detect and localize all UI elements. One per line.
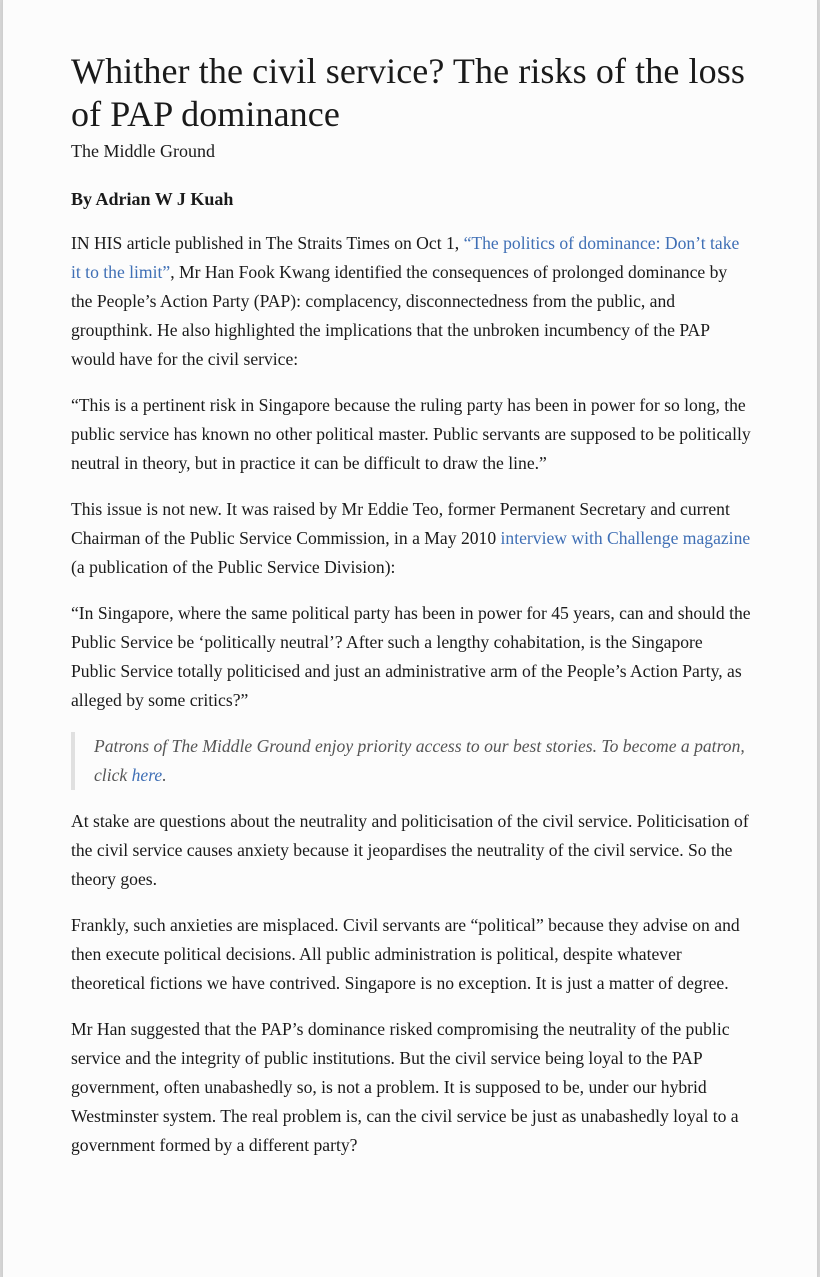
straits-times-article-link[interactable]: “The politics of dominance: Don’t take it to the limit” xyxy=(71,233,740,282)
paragraph-6: Frankly, such anxieties are misplaced. Civil servants are “political” because they advise on and then execute political decisions. All public administration is political, despite whatever theoretical fictions we have contrived. Singapore is no exception. It is just a matter of degree. xyxy=(71,915,740,993)
paragraph-3-text-start: This issue is not new. It was raised by Mr Eddie Teo, former Permanent Secretary and current Chairman of the Public Service Commission, in a May 2010 xyxy=(71,499,730,548)
document-page xyxy=(2,0,818,1277)
paragraph-2-quote: “This is a pertinent risk in Singapore because the ruling party has been in power for so long, the public service has known no other political master. Public servants are supposed to be politically neutral in theory, but in practice it can be difficult to draw the line.” xyxy=(71,395,751,473)
publication-name: The Middle Ground xyxy=(71,141,215,161)
paragraph-7: Mr Han suggested that the PAP’s dominance risked compromising the neutrality of the public service and the integrity of public institutions. But the civil service being loyal to the PAP government, often unabashedly so, is not a problem. It is supposed to be, under our hybrid Westminster system. The real problem is, can the civil service be just as unabashedly loyal to a government formed by a different party? xyxy=(71,1019,739,1155)
paragraph-1-text-start: IN HIS article published in The Straits Times on Oct 1, xyxy=(71,233,464,253)
patron-promo-text-end: . xyxy=(162,765,167,785)
paragraph-3-text-end: (a publication of the Public Service Division): xyxy=(71,557,396,577)
become-patron-link[interactable]: here xyxy=(131,765,163,785)
patron-promo-text xyxy=(94,732,751,790)
challenge-interview-link[interactable]: interview with Challenge magazine xyxy=(500,528,751,548)
byline: By Adrian W J Kuah xyxy=(71,189,234,209)
patron-promo-blockquote xyxy=(71,732,751,790)
paragraph-5: At stake are questions about the neutrality and politicisation of the civil service. Politicisation of the civil service causes anxiety because it jeopardises the neutrality of the civil service. So the theory goes. xyxy=(71,811,749,889)
paragraph-3 xyxy=(71,495,751,582)
article-title: Whither the civil service? The risks of the loss of PAP dominance xyxy=(71,51,745,134)
paragraph-1-text-end: , Mr Han Fook Kwang identified the consequences of prolonged dominance by the People’s Action Party (PAP): complacency, disconnectedness from the public, and groupthink. He also highlighted the implications that the unbroken incumbency of the PAP would have for the civil service: xyxy=(71,262,728,369)
paragraph-4-quote: “In Singapore, where the same political party has been in power for 45 years, can and should the Public Service be ‘politically neutral’? After such a lengthy cohabitation, is the Singapore Public Service totally politicised and just an administrative arm of the People’s Action Party, as alleged by some critics?” xyxy=(71,603,751,710)
patron-promo-text-start: Patrons of The Middle Ground enjoy priority access to our best stories. To become a patron, click xyxy=(94,736,745,785)
paragraph-1 xyxy=(71,229,751,374)
article xyxy=(71,50,751,1177)
